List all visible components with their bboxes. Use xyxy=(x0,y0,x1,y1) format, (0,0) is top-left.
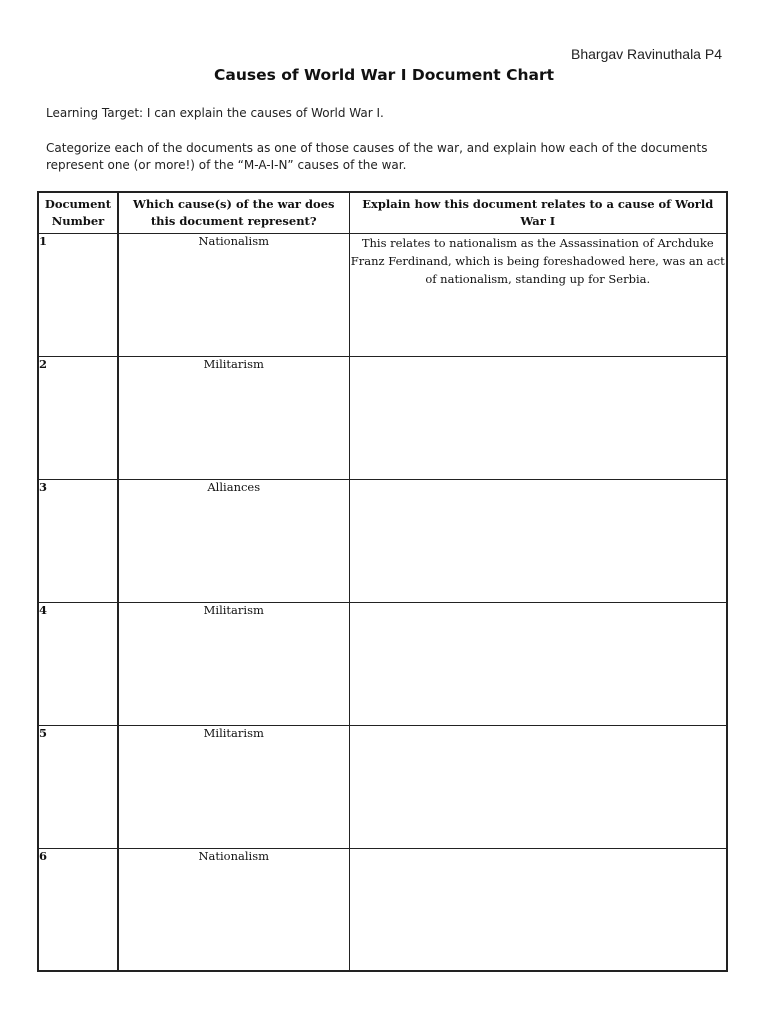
row-document-number: 6 xyxy=(38,848,118,971)
header-explanation: Explain how this document relates to a cause of World War I xyxy=(349,192,727,233)
header-cause: Which cause(s) of the war does this document represent? xyxy=(118,192,349,233)
row-explanation[interactable]: This relates to nationalism as the Assassination of Archduke Franz Ferdinand, which is being foreshadowed here, was an act of nationalism, standing up for Serbia. xyxy=(349,233,727,356)
table-row xyxy=(38,479,727,602)
row-document-number: 3 xyxy=(38,479,118,602)
table-row xyxy=(38,602,727,725)
row-explanation[interactable] xyxy=(349,356,727,479)
row-explanation[interactable] xyxy=(349,479,727,602)
header-document-number: Document Number xyxy=(38,192,118,233)
row-cause[interactable]: Militarism xyxy=(118,602,349,725)
row-explanation[interactable] xyxy=(349,848,727,971)
learning-target: Learning Target: I can explain the causes of World War I. xyxy=(46,106,384,120)
student-name: Bhargav Ravinuthala P4 xyxy=(571,46,722,62)
page-title: Causes of World War I Document Chart xyxy=(213,66,555,84)
row-explanation[interactable] xyxy=(349,725,727,848)
row-document-number: 2 xyxy=(38,356,118,479)
table-row xyxy=(38,233,727,356)
row-cause[interactable]: Militarism xyxy=(118,356,349,479)
instructions: Categorize each of the documents as one of those causes of the war, and explain how each of the documents represent one (or more!) of the “M-A-I-N” causes of the war. xyxy=(46,141,708,172)
row-explanation[interactable] xyxy=(349,602,727,725)
table-header-row xyxy=(38,192,727,233)
row-document-number: 1 xyxy=(38,233,118,356)
row-cause[interactable]: Nationalism xyxy=(118,848,349,971)
row-document-number: 4 xyxy=(38,602,118,725)
row-cause[interactable]: Nationalism xyxy=(118,233,349,356)
row-cause[interactable]: Alliances xyxy=(118,479,349,602)
row-cause[interactable]: Militarism xyxy=(118,725,349,848)
table-row xyxy=(38,725,727,848)
document-chart-table xyxy=(37,191,728,972)
table-row xyxy=(38,848,727,971)
row-document-number: 5 xyxy=(38,725,118,848)
table-row xyxy=(38,356,727,479)
